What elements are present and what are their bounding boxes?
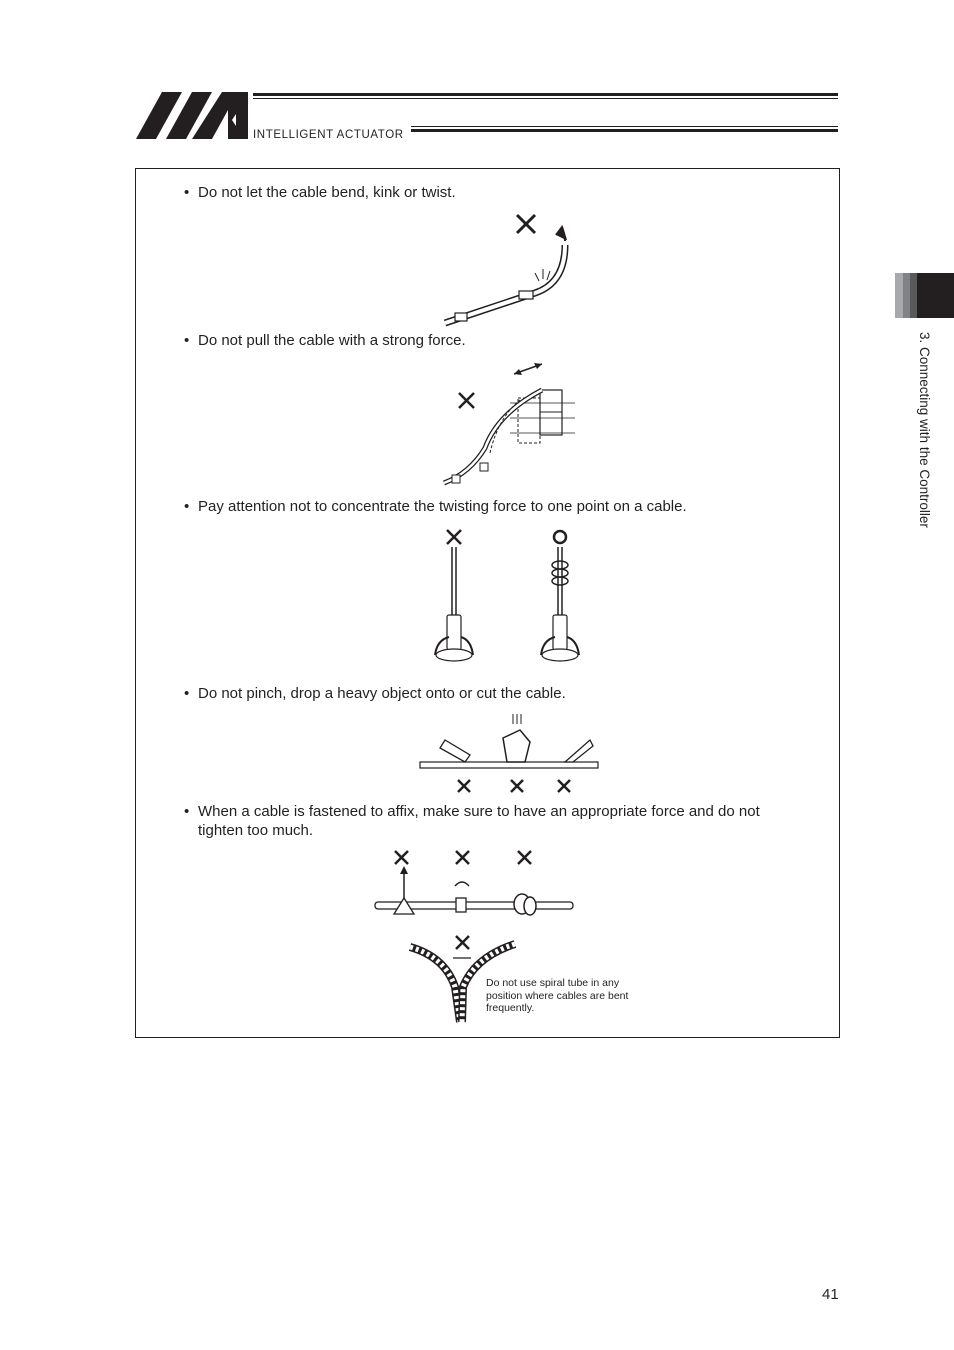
cross-mark-icon [395, 851, 531, 864]
header-rule-bottom [411, 126, 838, 134]
figure-cable-twist [425, 525, 595, 675]
note-bend [184, 183, 456, 202]
note-fasten [184, 802, 760, 840]
chapter-tab-stripe [895, 273, 903, 318]
note-twist [184, 497, 687, 516]
header-rule-top [253, 93, 838, 101]
cross-mark-icon [458, 780, 570, 792]
arrow-icon [400, 866, 408, 874]
spiral-tube-note: Do not use spiral tube in any position where cables are bent frequently. [486, 977, 629, 1014]
bullet-dot: • [184, 803, 190, 820]
iai-logo [136, 92, 256, 142]
cross-mark-icon [517, 215, 535, 233]
ok-circle-icon [554, 531, 566, 543]
note-text: Pay attention not to concentrate the twisting force to one point on a cable. [198, 498, 687, 515]
cross-mark-icon [447, 530, 461, 544]
note-text: Do not pinch, drop a heavy object onto or cut the cable. [198, 685, 566, 702]
chapter-tab-stripe [910, 273, 917, 318]
cross-mark-icon [456, 936, 469, 949]
note-pull [184, 331, 466, 350]
logo-subtitle: INTELLIGENT ACTUATOR [253, 129, 404, 141]
chapter-label: 3. Connecting with the Controller [917, 332, 932, 528]
bullet-dot: • [184, 184, 190, 201]
figure-cable-fasten [370, 848, 580, 918]
note-text: Do not let the cable bend, kink or twist. [198, 184, 456, 201]
figure-cable-pinch [415, 710, 605, 795]
note-text-line1: When a cable is fastened to affix, make sure to have an appropriate force and do not [198, 803, 760, 820]
bullet-dot: • [184, 498, 190, 515]
figure-cable-bend [435, 205, 595, 335]
page-number: 41 [822, 1286, 839, 1303]
chapter-tab-stripe [903, 273, 910, 318]
chapter-tab [917, 273, 954, 318]
note-text: Do not pull the cable with a strong force. [198, 332, 466, 349]
note-pinch [184, 684, 566, 703]
bullet-dot: • [184, 332, 190, 349]
figure-cable-pull [430, 358, 590, 488]
cross-mark-icon [459, 393, 474, 408]
note-text-line2: tighten too much. [198, 822, 314, 839]
bullet-dot: • [184, 685, 190, 702]
